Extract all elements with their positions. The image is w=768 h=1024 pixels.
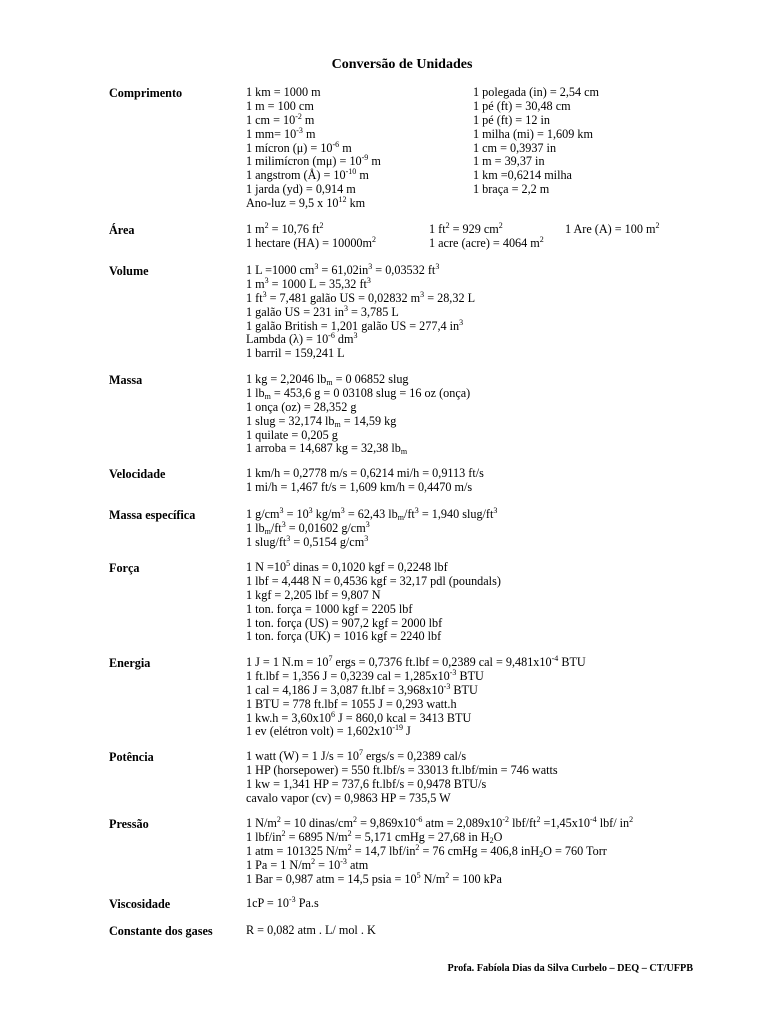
conversion-line: 1 ton. força = 1000 kgf = 2205 lbf — [246, 601, 413, 616]
conversion-line: 1 milimícron $(m\mu) = 10^{-9}$ m — [246, 153, 381, 169]
footer-author: Profa. Fabíola Dias da Silva Curbelo – DEQ – CT/UFPB — [447, 963, 693, 974]
conversion-line: 1 cal = 4,186 J = 3,087 $ft.lbf = 3,968x10^{-3}$ BTU — [246, 681, 478, 697]
conversion-line: Ano-luz = 9,5 x $10^{12}$ km — [246, 195, 366, 211]
conversion-line: 1 onça (oz) = 28,352 g — [246, 399, 357, 414]
conversion-line: 1 quilate = 0,205 g — [246, 427, 338, 442]
section-label: Área — [109, 223, 135, 237]
conversion-line: 1 $ft^3 = 7,481$ galão US = 0,02832 $m^3 = 28,32$ L — [246, 289, 476, 305]
conversion-line: 1 cm = $10^{-2}$ m — [246, 111, 315, 127]
conversion-line: 1 m = 39,37 in — [473, 154, 545, 169]
conversion-column — [246, 817, 633, 886]
conversion-line: 1 kw = 1,341 HP = 737,6 ft.lbf/s = 0,9478 BTU/s — [246, 776, 487, 791]
conversion-column — [246, 86, 381, 211]
conversion-line: 1 km =0,6214 milha — [473, 168, 572, 183]
conversion-column — [246, 508, 497, 550]
section-label: Força — [109, 561, 140, 575]
section-label: Viscosidade — [109, 897, 171, 911]
conversion-line: 1 $N =10^5$ dinas = 0,1020 kgf = 0,2248 lbf — [246, 559, 448, 574]
conversion-line: 1 $N/m^2 = 10$ dinas/$cm^2 = 9,869x10^{-6}$ atm = $2,089x10^{-2}$ lbf/$ft^2 =1,45x10^{-4}$ lbf/ $in^2$ — [246, 815, 634, 830]
conversion-line: 1 barril = 159,241 L — [246, 346, 345, 361]
conversion-line: 1 mícron $(\mu) = 10^{-6}$ m — [246, 139, 352, 155]
conversion-line: 1 braça = 2,2 m — [473, 182, 550, 197]
conversion-line: 1 HP (horsepower) = 550 ft.lbf/s = 33013 ft.lbf/min = 746 watts — [246, 762, 558, 777]
conversion-line: 1 kgf = 2,205 lbf = 9,807 N — [246, 587, 381, 602]
conversion-column — [246, 750, 558, 806]
section-label: Massa — [109, 373, 143, 387]
conversion-line: 1 ton. força (US) = 907,2 kgf = 2000 lbf — [246, 615, 443, 630]
conversion-column — [246, 561, 501, 644]
conversion-line: 1 galão US = 231 $in^3 = 3,785$ L — [246, 303, 399, 319]
conversion-line: 1 ft.lbf = 1,356 J = 0,3239 cal = $1,285x10^{-3}$ BTU — [246, 667, 484, 683]
page-title: Conversão de Unidades — [331, 57, 473, 72]
conversion-line: 1 $mm= 10^{-3}$ m — [246, 125, 316, 141]
conversion-column — [246, 373, 470, 456]
conversion-column — [246, 656, 586, 739]
conversion-line: 1 $m^3 = 1000$ L = 35,32 $ft^3$ — [246, 275, 371, 291]
conversion-line: 1 jarda (yd) = 0,914 m — [246, 182, 356, 197]
conversion-line: 1 ev (elétron volt) = $1,602x10^{-19}$ J — [246, 723, 411, 739]
conversion-line: 1 $g/cm^3 = 10^3$ $kg/m^3 = 62,43$ $lb_m/ft^3 = 1,940$ slug/$ft^3$ — [246, 506, 498, 522]
section-label: Volume — [109, 264, 149, 278]
conversion-line: R = 0,082 atm . L/ mol . K — [246, 923, 376, 937]
conversion-line: 1 atm = 101325 $N/m^2 = 14,7$ lbf/$in^2 = 76$ cmHg = 406,8 inH$_2$O = 760 Torr — [246, 842, 607, 859]
conversion-line: 1 km = 1000 m — [246, 85, 321, 99]
conversion-line: 1 $m^2 = 10,76$ $ft^2$ — [246, 221, 324, 236]
conversion-line: $1cP = 10^{-3}$ Pa.s — [246, 895, 319, 910]
conversion-column — [473, 86, 599, 197]
conversion-line: 1 milha (mi) = 1,609 km — [473, 126, 593, 141]
conversion-line: 1 polegada (in) = 2,54 cm — [473, 85, 600, 99]
conversion-line: 1 slug/$ft^3 = 0,5154$ $g/cm^3$ — [246, 533, 369, 549]
conversion-line: 1 ton. força (UK) = 1016 kgf = 2240 lbf — [246, 629, 442, 644]
conversion-line: 1 Bar = 0,987 atm = 14,5 psia = $10^5$ $N/m^2 = 100$ kPa — [246, 870, 502, 886]
conversion-line: 1 galão British = 1,201 galão US = 277,4 $in^3$ — [246, 317, 464, 333]
conversion-line: 1 arroba = 14,687 kg = 32,38 $lb_m$ — [246, 441, 408, 457]
section-label: Massa específica — [109, 508, 196, 522]
conversion-line: 1 BTU = 778 ft.lbf = 1055 J = 0,293 watt.h — [246, 696, 457, 711]
conversion-line: 1 $kw.h = 3,60x10^6$ J = 860,0 kcal = 3413 BTU — [246, 709, 472, 725]
conversion-line: 1 slug = 32,174 $lb_m = 14,59$ kg — [246, 413, 397, 429]
conversion-line: 1 mi/h = 1,467 ft/s = 1,609 km/h = 0,4470 m/s — [246, 479, 473, 494]
conversion-column — [246, 924, 376, 938]
section-label: Constante dos gases — [109, 924, 213, 938]
section-label: Comprimento — [109, 86, 183, 100]
conversion-line: 1 watt (W) = 1 $J/s = 10^7$ ergs/s = 0,2389 cal/s — [246, 748, 467, 763]
conversion-line: 1 lbf/$in^2 = 6895$ $N/m^2 = 5,171$ cmHg = 27,68 in $H_2O$ — [246, 828, 503, 845]
conversion-line: 1 cm = 0,3937 in — [473, 140, 557, 155]
conversion-column — [429, 223, 544, 251]
section-label: Energia — [109, 656, 151, 670]
conversion-line: 1 J = 1 $N.m = 10^7$ ergs = 0,7376 ft.lbf = 0,2389 cal = $9,481x10^{-4}$ BTU — [246, 654, 586, 669]
conversion-line: 1 Are (A) = 100 $m^2$ — [565, 221, 660, 236]
conversion-line: cavalo vapor (cv) = 0,9863 HP = 735,5 W — [246, 790, 451, 805]
conversion-line: 1 $lb_m/ft^3 = 0,01602$ $g/cm^3$ — [246, 519, 370, 536]
conversion-line: Lambda $(\lambda) = 10^{-6}$ $dm^3$ — [246, 331, 358, 347]
conversion-line: 1 lbf = 4,448 N = 0,4536 kgf = 32,17 pdl (poundals) — [246, 573, 501, 588]
conversion-column — [565, 223, 659, 237]
conversion-column — [246, 223, 376, 251]
conversion-line: 1 m = 100 cm — [246, 98, 314, 113]
conversion-column — [246, 467, 484, 495]
conversion-line: 1 L =1000 $cm^3 = 61,02in^3 = 0,03532$ $ft^3$ — [246, 262, 440, 277]
conversion-column — [246, 897, 319, 911]
conversion-line: 1 $lb_m = 453,6$ g = 0 03108 slug = 16 oz (onça) — [246, 385, 471, 401]
conversion-line: 1 $ft^2 = 929$ $cm^2$ — [429, 221, 503, 236]
conversion-line: 1 acre (acre) = 4064 $m^2$ — [429, 234, 544, 250]
section-label: Pressão — [109, 817, 149, 831]
section-label: Potência — [109, 750, 154, 764]
conversion-line: 1 angstrom (Å) = $10^{-10}$ m — [246, 167, 369, 183]
conversion-line: 1 kg = 2,2046 $lb_m = 0$ 06852 slug — [246, 372, 409, 387]
conversion-column — [246, 264, 475, 361]
conversion-line: 1 km/h = 0,2778 m/s = 0,6214 mi/h = 0,9113 ft/s — [246, 466, 484, 480]
conversion-line: 1 Pa = 1 $N/m^2 = 10^{-3}$ atm — [246, 856, 369, 872]
section-label: Velocidade — [109, 467, 166, 481]
conversion-line: 1 pé (ft) = 12 in — [473, 112, 550, 127]
conversion-line: 1 hectare $(HA) = 10000m^2$ — [246, 234, 376, 250]
conversion-line: 1 pé (ft) = 30,48 cm — [473, 98, 571, 113]
